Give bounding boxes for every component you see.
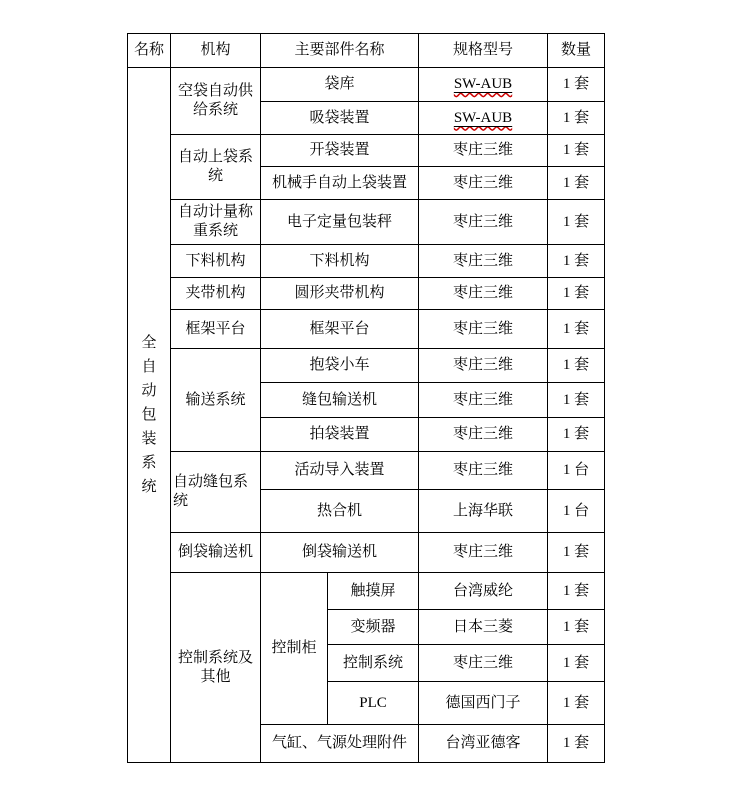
spec-cell: 德国西门子 (419, 682, 548, 725)
qty-cell: 1 套 (548, 533, 605, 573)
mechanism-cell: 空袋自动供给系统 (171, 68, 261, 135)
mechanism-cell: 自动计量称重系统 (171, 200, 261, 245)
table-row (128, 533, 605, 573)
spec-cell: 枣庄三维 (419, 245, 548, 278)
table-row (128, 200, 605, 245)
equipment-spec-table (127, 33, 605, 763)
spec-cell: 枣庄三维 (419, 278, 548, 310)
table-row (128, 68, 605, 102)
qty-cell: 1 套 (548, 383, 605, 418)
table-row (128, 245, 605, 278)
table-row (128, 349, 605, 383)
qty-cell: 1 套 (548, 645, 605, 682)
part-cell: 倒袋输送机 (261, 533, 419, 573)
qty-cell: 1 套 (548, 349, 605, 383)
spec-cell: 枣庄三维 (419, 383, 548, 418)
table-row (128, 310, 605, 349)
qty-cell: 1 套 (548, 135, 605, 167)
control-cabinet-cell: 控制柜 (261, 573, 328, 725)
spellcheck-underline: SW-AUB (453, 109, 513, 126)
part-cell: PLC (328, 682, 419, 725)
spec-cell (419, 102, 548, 135)
part-cell: 控制系统 (328, 645, 419, 682)
qty-cell: 1 套 (548, 68, 605, 102)
part-cell: 圆形夹带机构 (261, 278, 419, 310)
qty-cell: 1 套 (548, 573, 605, 610)
qty-cell: 1 套 (548, 725, 605, 763)
part-cell: 袋库 (261, 68, 419, 102)
qty-cell: 1 套 (548, 167, 605, 200)
part-cell: 抱袋小车 (261, 349, 419, 383)
header-cell-name: 名称 (128, 34, 171, 68)
spec-cell: 枣庄三维 (419, 135, 548, 167)
part-cell: 气缸、气源处理附件 (261, 725, 419, 763)
table-row (128, 573, 605, 610)
qty-cell: 1 套 (548, 278, 605, 310)
mechanism-cell: 输送系统 (171, 349, 261, 452)
spec-cell: 台湾亚德客 (419, 725, 548, 763)
system-name-vertical-text: 全自动包装系统 (141, 335, 157, 495)
header-cell-mechanism: 机构 (171, 34, 261, 68)
part-cell: 框架平台 (261, 310, 419, 349)
part-cell: 拍袋装置 (261, 418, 419, 452)
mechanism-cell: 框架平台 (171, 310, 261, 349)
table-row (128, 452, 605, 490)
part-cell: 活动导入装置 (261, 452, 419, 490)
part-cell: 下料机构 (261, 245, 419, 278)
spec-cell: 枣庄三维 (419, 418, 548, 452)
spec-cell (419, 68, 548, 102)
qty-cell: 1 套 (548, 682, 605, 725)
qty-cell: 1 套 (548, 418, 605, 452)
spec-cell: 枣庄三维 (419, 533, 548, 573)
system-name-cell (128, 68, 171, 763)
header-cell-qty: 数量 (548, 34, 605, 68)
mechanism-cell: 自动上袋系统 (171, 135, 261, 200)
qty-cell: 1 套 (548, 610, 605, 645)
qty-cell: 1 台 (548, 490, 605, 533)
header-cell-spec: 规格型号 (419, 34, 548, 68)
spec-cell: 枣庄三维 (419, 167, 548, 200)
spec-cell: 枣庄三维 (419, 310, 548, 349)
spellcheck-underline: SW-AUB (453, 76, 513, 93)
spec-cell: 枣庄三维 (419, 645, 548, 682)
mechanism-cell: 下料机构 (171, 245, 261, 278)
mechanism-cell: 夹带机构 (171, 278, 261, 310)
spec-cell: 日本三菱 (419, 610, 548, 645)
part-cell: 吸袋装置 (261, 102, 419, 135)
part-cell: 热合机 (261, 490, 419, 533)
spec-cell: 枣庄三维 (419, 349, 548, 383)
table-row (128, 278, 605, 310)
mechanism-cell: 自动缝包系统 (171, 452, 261, 533)
header-cell-part: 主要部件名称 (261, 34, 419, 68)
qty-cell: 1 台 (548, 452, 605, 490)
spec-cell: 枣庄三维 (419, 200, 548, 245)
mechanism-cell: 控制系统及其他 (171, 573, 261, 763)
spec-cell: 台湾威纶 (419, 573, 548, 610)
table-row (128, 135, 605, 167)
qty-cell: 1 套 (548, 102, 605, 135)
spec-cell: 枣庄三维 (419, 452, 548, 490)
qty-cell: 1 套 (548, 310, 605, 349)
part-cell: 缝包输送机 (261, 383, 419, 418)
header-row (128, 34, 605, 68)
part-cell: 触摸屏 (328, 573, 419, 610)
part-cell: 电子定量包装秤 (261, 200, 419, 245)
part-cell: 变频器 (328, 610, 419, 645)
part-cell: 机械手自动上袋装置 (261, 167, 419, 200)
spec-cell: 上海华联 (419, 490, 548, 533)
part-cell: 开袋装置 (261, 135, 419, 167)
qty-cell: 1 套 (548, 200, 605, 245)
mechanism-cell: 倒袋输送机 (171, 533, 261, 573)
qty-cell: 1 套 (548, 245, 605, 278)
